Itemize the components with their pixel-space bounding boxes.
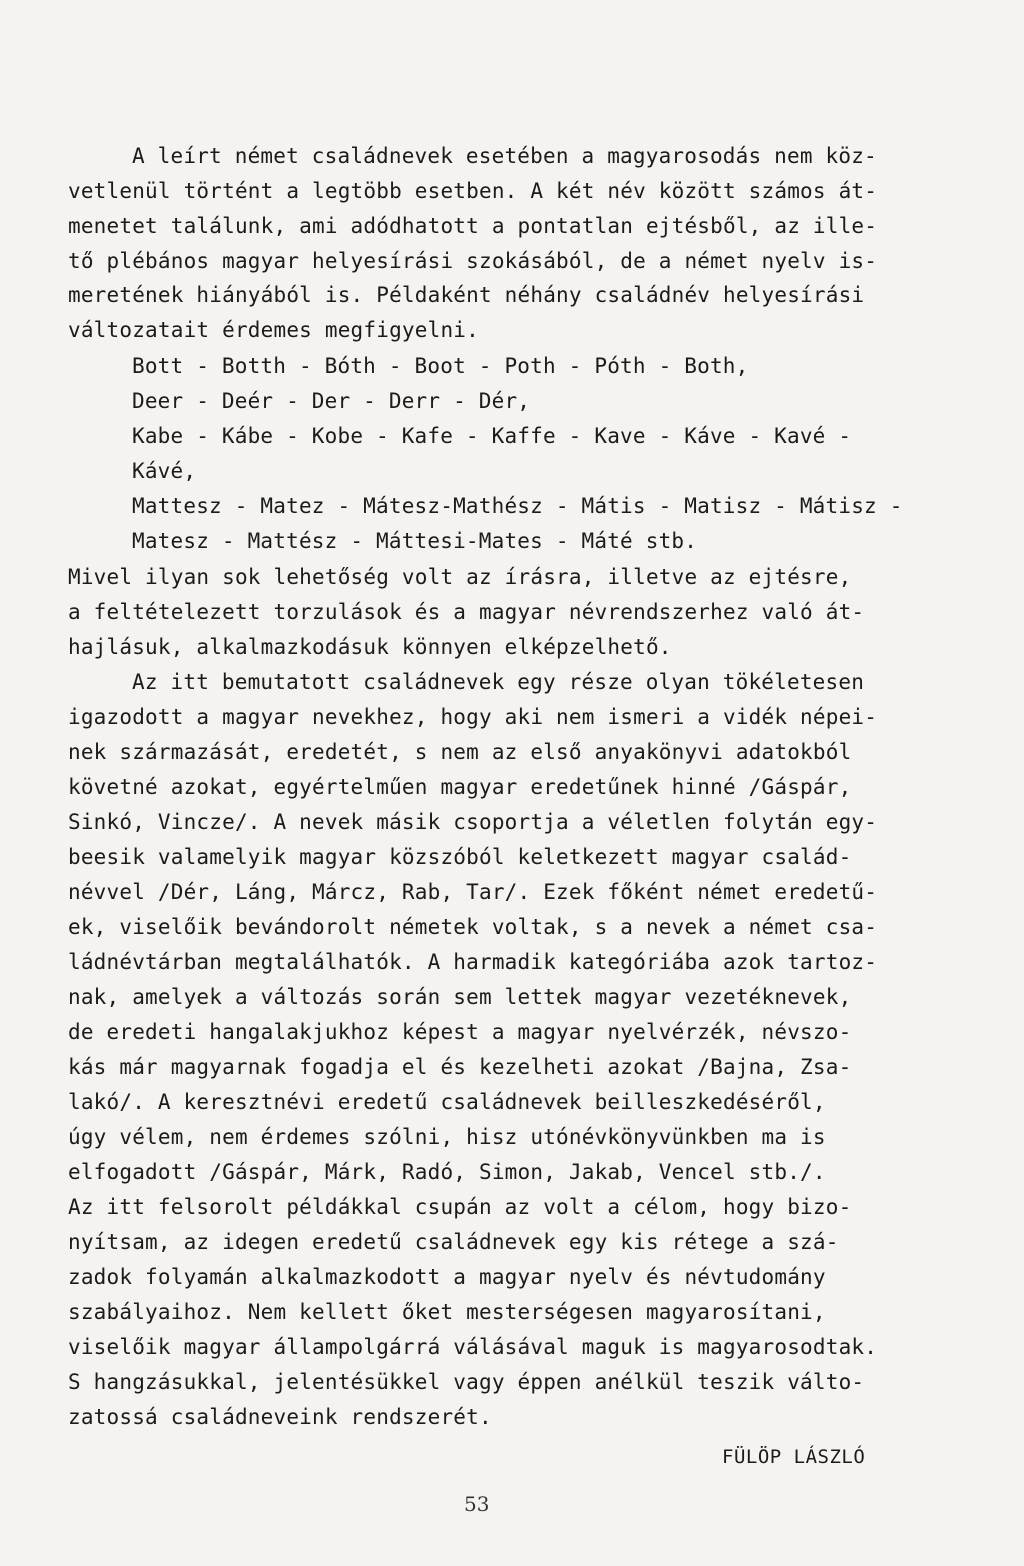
text-line: Mivel ilyan sok lehetőség volt az írásra, illetve az ejtésre, xyxy=(68,565,852,589)
name-variant-line: Deer - Deér - Der - Derr - Dér, xyxy=(132,389,531,413)
text-line: kás már magyarnak fogadja el és kezelheti azokat /Bajna, Zsa- xyxy=(68,1055,852,1079)
text-line: nak, amelyek a változás során sem lettek magyar vezetéknevek, xyxy=(68,985,852,1009)
page-number: 53 xyxy=(464,1492,490,1516)
text-line: vetlenül történt a legtöbb esetben. A két név között számos át- xyxy=(68,179,878,203)
text-line: szabályaihoz. Nem kellett őket mesterségesen magyarosítani, xyxy=(68,1300,826,1324)
text-line: változatait érdemes megfigyelni. xyxy=(68,318,479,342)
text-line: S hangzásukkal, jelentésükkel vagy éppen anélkül teszik válto- xyxy=(68,1370,865,1394)
text-line: zatossá családneveink rendszerét. xyxy=(68,1405,492,1429)
text-line: névvel /Dér, Láng, Márcz, Rab, Tar/. Ezek főként német eredetű- xyxy=(68,880,878,904)
text-line: beesik valamelyik magyar közszóból keletkezett magyar család- xyxy=(68,845,852,869)
text-line: A leírt német családnevek esetében a magyarosodás nem köz- xyxy=(132,144,877,168)
text-line: elfogadott /Gáspár, Márk, Radó, Simon, Jakab, Vencel stb./. xyxy=(68,1160,826,1184)
text-line: ek, viselőik bevándorolt németek voltak, s a nevek a német csa- xyxy=(68,915,878,939)
name-variant-line: Kávé, xyxy=(132,459,197,483)
author-signature: FÜLÖP LÁSZLÓ xyxy=(722,1446,866,1468)
text-line: igazodott a magyar nevekhez, hogy aki nem ismeri a vidék népei- xyxy=(68,705,878,729)
name-variant-line: Matesz - Mattész - Máttesi-Mates - Máté stb. xyxy=(132,529,698,553)
name-variant-line: Bott - Botth - Bóth - Boot - Poth - Póth - Both, xyxy=(132,354,749,378)
text-line: ládnévtárban megtalálhatók. A harmadik kategóriába azok tartoz- xyxy=(68,950,878,974)
text-line: nyítsam, az idegen eredetű családnevek egy kis rétege a szá- xyxy=(68,1230,839,1254)
text-line: követné azokat, egyértelműen magyar eredetűnek hinné /Gáspár, xyxy=(68,775,852,799)
text-line: Az itt felsorolt példákkal csupán az volt a célom, hogy bizo- xyxy=(68,1195,852,1219)
text-line: de eredeti hangalakjukhoz képest a magyar nyelvérzék, névszo- xyxy=(68,1020,852,1044)
text-line: Az itt bemutatott családnevek egy része olyan tökéletesen xyxy=(132,670,865,694)
text-line: Sinkó, Vincze/. A nevek másik csoportja a véletlen folytán egy- xyxy=(68,810,878,834)
text-line: lakó/. A keresztnévi eredetű családnevek beilleszkedéséről, xyxy=(68,1090,826,1114)
text-line: a feltételezett torzulások és a magyar névrendszerhez való át- xyxy=(68,600,865,624)
text-line: zadok folyamán alkalmazkodott a magyar nyelv és névtudomány xyxy=(68,1265,826,1289)
text-line: tő plébános magyar helyesírási szokásából, de a német nyelv is- xyxy=(68,249,878,273)
text-line: hajlásuk, alkalmazkodásuk könnyen elképzelhető. xyxy=(68,635,672,659)
text-line: meretének hiányából is. Példaként néhány családnév helyesírási xyxy=(68,283,865,307)
text-line: nek származását, eredetét, s nem az első anyakönyvi adatokból xyxy=(68,740,852,764)
name-variant-line: Mattesz - Matez - Mátesz-Mathész - Mátis - Matisz - Mátisz - xyxy=(132,494,903,518)
name-variant-line: Kabe - Kábe - Kobe - Kafe - Kaffe - Kave - Káve - Kavé - xyxy=(132,424,852,448)
text-line: viselőik magyar állampolgárrá válásával maguk is magyarosodtak. xyxy=(68,1335,878,1359)
text-line: menetet találunk, ami adódhatott a pontatlan ejtésből, az ille- xyxy=(68,214,878,238)
text-line: úgy vélem, nem érdemes szólni, hisz utónévkönyvünkben ma is xyxy=(68,1125,826,1149)
